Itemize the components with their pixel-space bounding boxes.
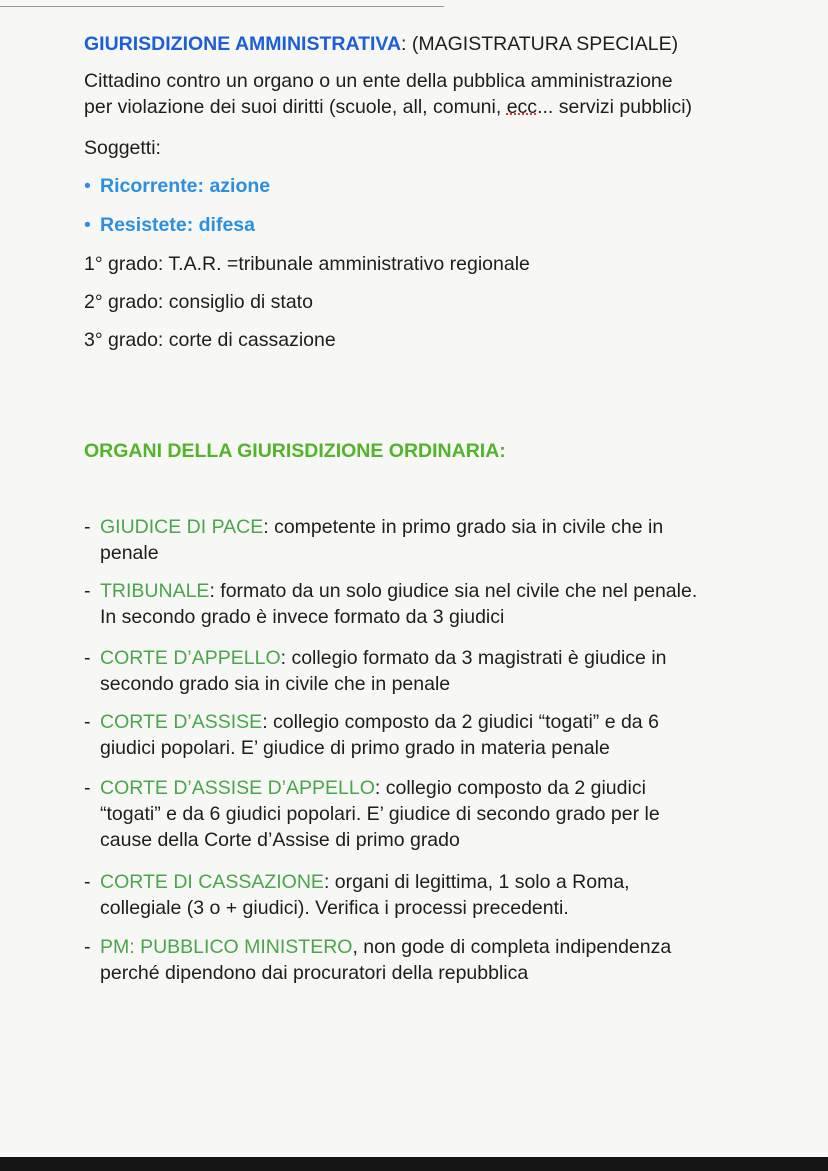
grade-line: 2° grado: consiglio di stato (84, 291, 313, 313)
item-name: GIUDICE DI PACE (100, 516, 264, 538)
top-rule (0, 6, 444, 7)
item-text: : competente in primo grado sia in civile che in (263, 516, 664, 538)
dash-icon: - (84, 777, 91, 799)
section2-title (84, 438, 506, 464)
item-name: CORTE D’APPELLO (100, 647, 281, 669)
bullet-icon: • (84, 175, 91, 197)
subject-item (84, 212, 255, 238)
dash-icon: - (84, 647, 91, 669)
item-continuation: secondo grado sia in civile che in penale (100, 673, 451, 695)
dash-icon: - (84, 516, 91, 538)
section1-heading (84, 31, 678, 57)
item-continuation: In secondo grado è invece formato da 3 giudici (100, 606, 505, 628)
item-text: , non gode di completa indipendenza (352, 936, 672, 958)
subjects-label: Soggetti: (84, 137, 161, 159)
grade-line: 1° grado: T.A.R. =tribunale amministrativo regionale (84, 253, 530, 275)
item-continuation: giudici popolari. E’ giudice di primo grado in materia penale (100, 737, 610, 759)
section1-title: GIURISDIZIONE AMMINISTRATIVA (84, 33, 402, 55)
dash-icon: - (84, 936, 91, 958)
description-line2-ecc: ecc (506, 96, 538, 118)
item-continuation: cause della Corte d’Assise di primo grado (100, 829, 460, 851)
bullet-icon: • (84, 214, 91, 236)
section2-title-text: ORGANI DELLA GIURISDIZIONE ORDINARIA: (84, 440, 506, 462)
item-text: : collegio composto da 2 giudici (374, 777, 646, 799)
item-name: PM: PUBBLICO MINISTERO (100, 936, 353, 958)
subject-label: Resistete: difesa (100, 214, 255, 236)
item-name: CORTE DI CASSAZIONE (100, 871, 324, 893)
item-name: CORTE D’ASSISE (100, 711, 263, 733)
item-continuation: “togati” e da 6 giudici popolari. E’ giudice di secondo grado per le (100, 803, 660, 825)
dash-icon: - (84, 580, 91, 602)
item-name: TRIBUNALE (100, 580, 210, 602)
description-line2-post: ... servizi pubblici) (537, 96, 693, 118)
item-text: : collegio formato da 3 magistrati è giudice in (280, 647, 667, 669)
section1-title-suffix: : (MAGISTRATURA SPECIALE) (401, 33, 679, 55)
item-name: CORTE D’ASSISE D’APPELLO (100, 777, 375, 799)
dash-icon: - (84, 711, 91, 733)
grade-line: 3° grado: corte di cassazione (84, 329, 336, 351)
item-continuation: collegiale (3 o + giudici). Verifica i processi precedenti. (100, 897, 569, 919)
section1-description-line1: Cittadino contro un organo o un ente della pubblica amministrazione (84, 70, 673, 92)
subject-item (84, 173, 270, 199)
section1-description-line2 (84, 94, 692, 120)
item-text: : organi di legittima, 1 solo a Roma, (323, 871, 630, 893)
item-continuation: penale (100, 542, 159, 564)
subject-label: Ricorrente: azione (100, 175, 271, 197)
item-continuation: perché dipendono dai procuratori della repubblica (100, 962, 529, 984)
dash-icon: - (84, 871, 91, 893)
item-text: : formato da un solo giudice sia nel civile che nel penale. (209, 580, 698, 602)
bottom-rule (0, 1157, 828, 1171)
item-text: : collegio composto da 2 giudici “togati” e da 6 (262, 711, 659, 733)
description-line2-pre: per violazione dei suoi diritti (scuole, all, comuni, (84, 96, 507, 118)
